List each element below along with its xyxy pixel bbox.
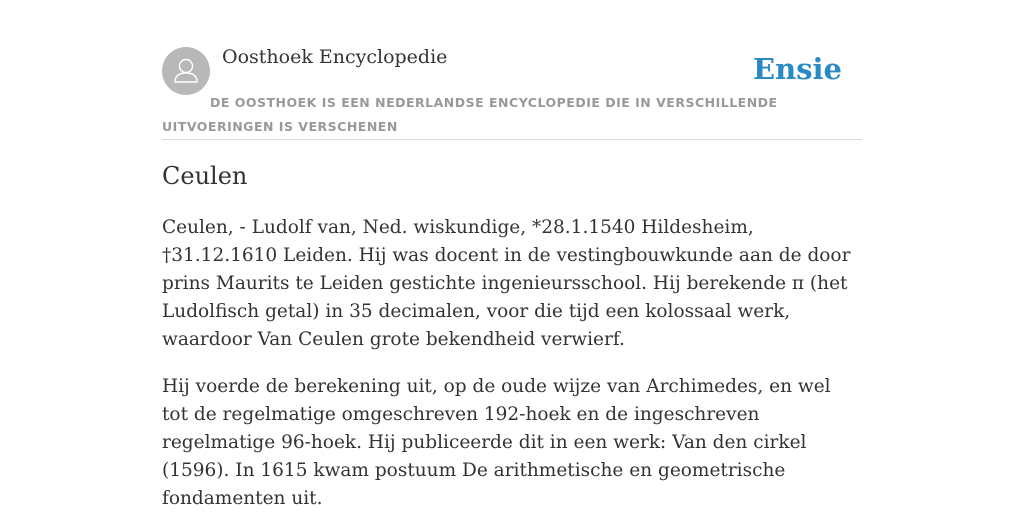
article-paragraph: Hij voerde de berekening uit, op de oude wijze van Archimedes, en wel tot de regelmatige omgeschreven 192-hoek en de ingeschreven regelmatige 96-hoek. Hij publiceerde dit in een werk: Van den cirkel (1596). In 1615 kwam postuum De arithmetische en geometrische fondamenten uit. — [162, 376, 831, 509]
article-title: Ceulen — [162, 162, 248, 190]
site-name-link[interactable]: Oosthoek Encyclopedie — [222, 46, 448, 68]
user-avatar-icon[interactable] — [162, 47, 210, 95]
article-body — [162, 214, 862, 532]
page-container — [162, 0, 862, 509]
brand-logo[interactable]: Ensie — [753, 52, 842, 86]
site-tagline: DE OOSTHOEK IS EEN NEDERLANDSE ENCYCLOPEDIE DIE IN VERSCHILLENDE UITVOERINGEN IS VERSCHENEN — [162, 95, 778, 134]
article-paragraph: Ceulen, - Ludolf van, Ned. wiskundige, *28.1.1540 Hildesheim, †31.12.1610 Leiden. Hij was docent in de vestingbouwkunde aan de door prins Maurits te Leiden gestichte ingenieursschool. Hij berekende π (het Ludolfisch getal) in 35 decimalen, voor die tijd een kolossaal werk, waardoor Van Ceulen grote bekendheid verwierf. — [162, 217, 851, 350]
site-header — [162, 0, 862, 140]
